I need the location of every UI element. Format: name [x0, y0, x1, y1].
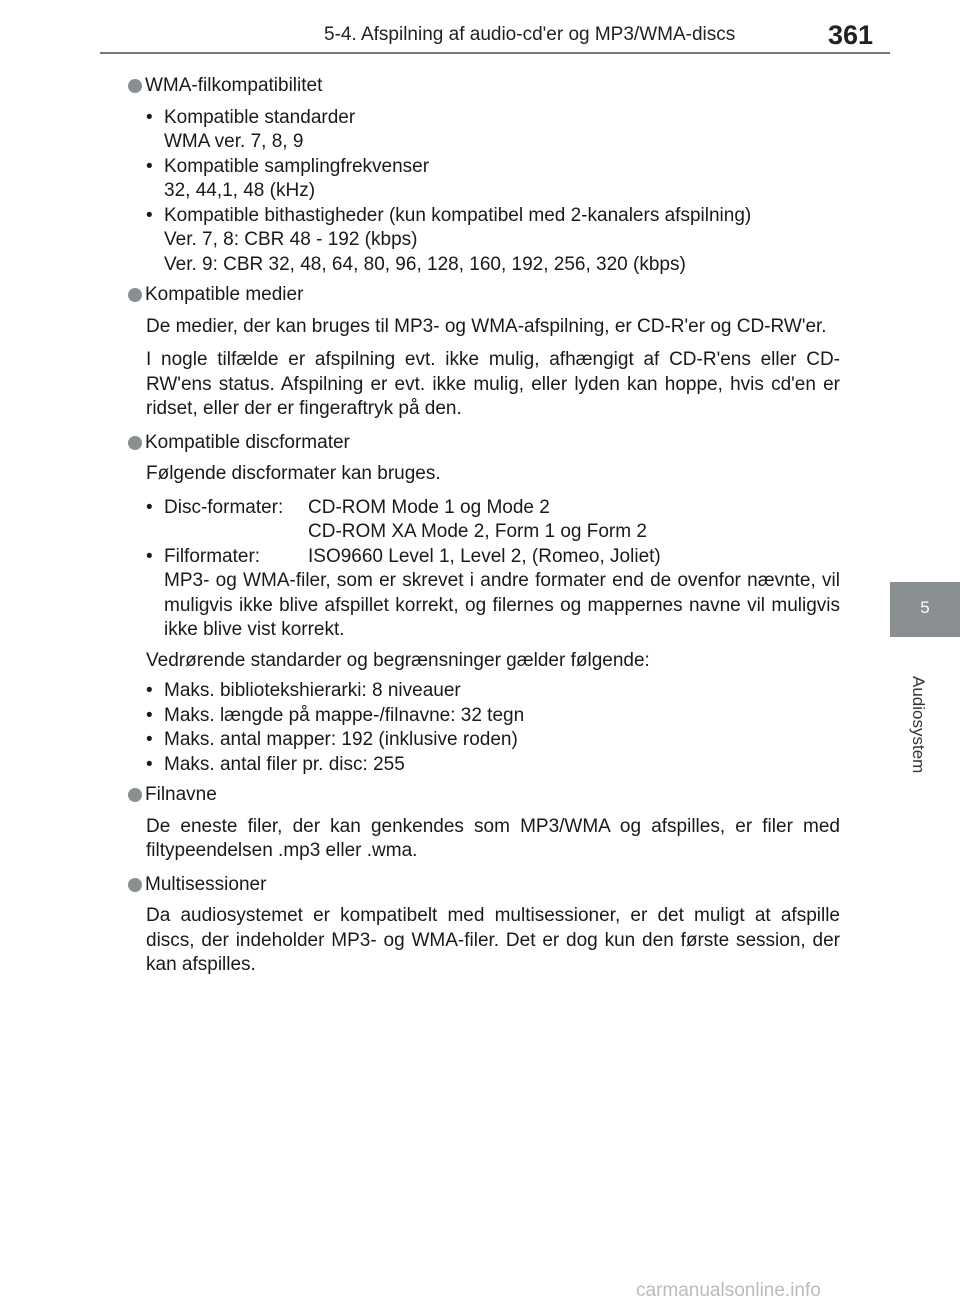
list-item	[146, 204, 840, 229]
list-item-text: 32, 44,1, 48 (kHz)	[164, 180, 316, 201]
format-row	[146, 545, 840, 570]
header-divider	[100, 52, 890, 54]
chapter-number: 5	[920, 598, 930, 617]
section-heading	[128, 431, 840, 456]
format-value: CD-ROM Mode 1 og Mode 2	[308, 496, 550, 518]
list-item-continuation	[146, 253, 840, 278]
list-item-text: Kompatible bithastigheder (kun kompatibel med 2-kanalers afspilning)	[164, 204, 752, 226]
section-body	[128, 106, 840, 278]
round-bullet-icon	[128, 436, 142, 450]
paragraph: Følgende discformater kan bruges.	[146, 463, 441, 484]
bullet-glyph: •	[146, 204, 153, 226]
list-item-text: Maks. antal mapper: 192 (inklusive roden)	[164, 729, 518, 750]
section-heading	[128, 873, 840, 898]
section-heading-text: Kompatible discformater	[145, 431, 350, 453]
list-item	[146, 704, 840, 729]
section-heading	[128, 783, 840, 808]
paragraph: Da audiosystemet er kompatibelt med multisessioner, er det muligt at afspille discs, der indeholder MP3- og WMA-filer. Det er dog kun den første session, der kan afspilles.	[146, 905, 840, 975]
round-bullet-icon	[128, 79, 142, 93]
format-label: Disc-formater:	[164, 496, 284, 518]
format-value: ISO9660 Level 1, Level 2, (Romeo, Joliet)	[308, 545, 661, 567]
watermark-link[interactable]: carmanualsonline.info	[636, 1280, 821, 1301]
page-content	[128, 74, 840, 987]
list-item-text: Ver. 7, 8: CBR 48 - 192 (kbps)	[164, 229, 418, 250]
format-row	[146, 496, 840, 521]
section-disc-formats	[128, 431, 840, 778]
format-note: MP3- og WMA-filer, som er skrevet i andre formater end de ovenfor nævnte, vil muligvis ikke blive afspillet korrekt, og filernes og mappernes navne vil muligvis ikke blive vist korrekt.	[164, 570, 840, 640]
format-value: CD-ROM XA Mode 2, Form 1 og Form 2	[308, 521, 647, 542]
section-heading-text: Filnavne	[145, 784, 217, 805]
paragraph: De medier, der kan bruges til MP3- og WMA-afspilning, er CD-R'er og CD-RW'er.	[146, 315, 827, 337]
list-item-text: Kompatible samplingfrekvenser	[164, 155, 430, 177]
bullet-glyph: •	[146, 729, 153, 750]
section-wma-compat	[128, 74, 840, 277]
chapter-tab	[890, 582, 960, 637]
section-body	[128, 904, 840, 978]
format-label: Filformater:	[164, 545, 261, 567]
list-item-text: Maks. bibliotekshierarki: 8 niveauer	[164, 680, 461, 701]
list-item-text: Ver. 9: CBR 32, 48, 64, 80, 96, 128, 160, 192, 256, 320 (kbps)	[164, 253, 686, 275]
bullet-glyph: •	[146, 680, 153, 701]
list-item-continuation	[146, 228, 840, 253]
list-item-text: Maks. længde på mappe-/filnavne: 32 tegn	[164, 704, 525, 726]
list-item-continuation	[146, 179, 840, 204]
list-item-text: Kompatible standarder	[164, 106, 356, 128]
chapter-label: Audiosystem	[909, 676, 928, 774]
round-bullet-icon	[128, 788, 142, 802]
section-filenames	[128, 783, 840, 864]
list-item	[146, 106, 840, 131]
paragraph: Vedrørende standarder og begrænsninger gælder følgende:	[146, 649, 650, 671]
running-header-title: 5-4. Afspilning af audio-cd'er og MP3/WMA-discs	[324, 24, 736, 45]
list-item	[146, 679, 840, 704]
limits-list	[146, 679, 840, 777]
list-item-continuation	[146, 130, 840, 155]
section-heading-text: Kompatible medier	[145, 284, 304, 305]
format-label-spacer	[164, 520, 308, 545]
section-heading	[128, 283, 840, 308]
format-row-continuation	[146, 520, 840, 545]
paragraph: I nogle tilfælde er afspilning evt. ikke mulig, afhængigt af CD-R'ens eller CD-RW'ens status. Afspilning er evt. ikke mulig, eller lyden kan hoppe, hvis cd'en er ridset, eller der er fingeraftryk på den.	[146, 349, 840, 419]
list-item	[146, 155, 840, 180]
section-body	[128, 462, 840, 777]
section-heading	[128, 74, 840, 99]
list-item	[146, 753, 840, 778]
round-bullet-icon	[128, 288, 142, 302]
format-list	[146, 496, 840, 643]
paragraph: De eneste filer, der kan genkendes som MP3/WMA og afspilles, er filer med filtypeendelsen .mp3 eller .wma.	[146, 815, 840, 861]
bullet-glyph: •	[146, 704, 153, 726]
page-number: 361	[828, 20, 874, 50]
bullet-glyph: •	[146, 545, 153, 567]
round-bullet-icon	[128, 878, 142, 892]
list-item-text: Maks. antal filer pr. disc: 255	[164, 753, 405, 775]
bullet-glyph: •	[146, 155, 153, 177]
section-heading-text: Multisessioner	[145, 873, 267, 895]
section-body	[128, 815, 840, 864]
section-multisession	[128, 873, 840, 978]
list-item-text: WMA ver. 7, 8, 9	[164, 131, 304, 152]
list-item	[146, 728, 840, 753]
bullet-glyph: •	[146, 496, 153, 518]
bullet-glyph: •	[146, 106, 153, 128]
section-compatible-media	[128, 283, 840, 422]
section-body	[128, 315, 840, 422]
bullet-glyph: •	[146, 753, 153, 775]
section-heading-text: WMA-filkompatibilitet	[145, 75, 323, 96]
